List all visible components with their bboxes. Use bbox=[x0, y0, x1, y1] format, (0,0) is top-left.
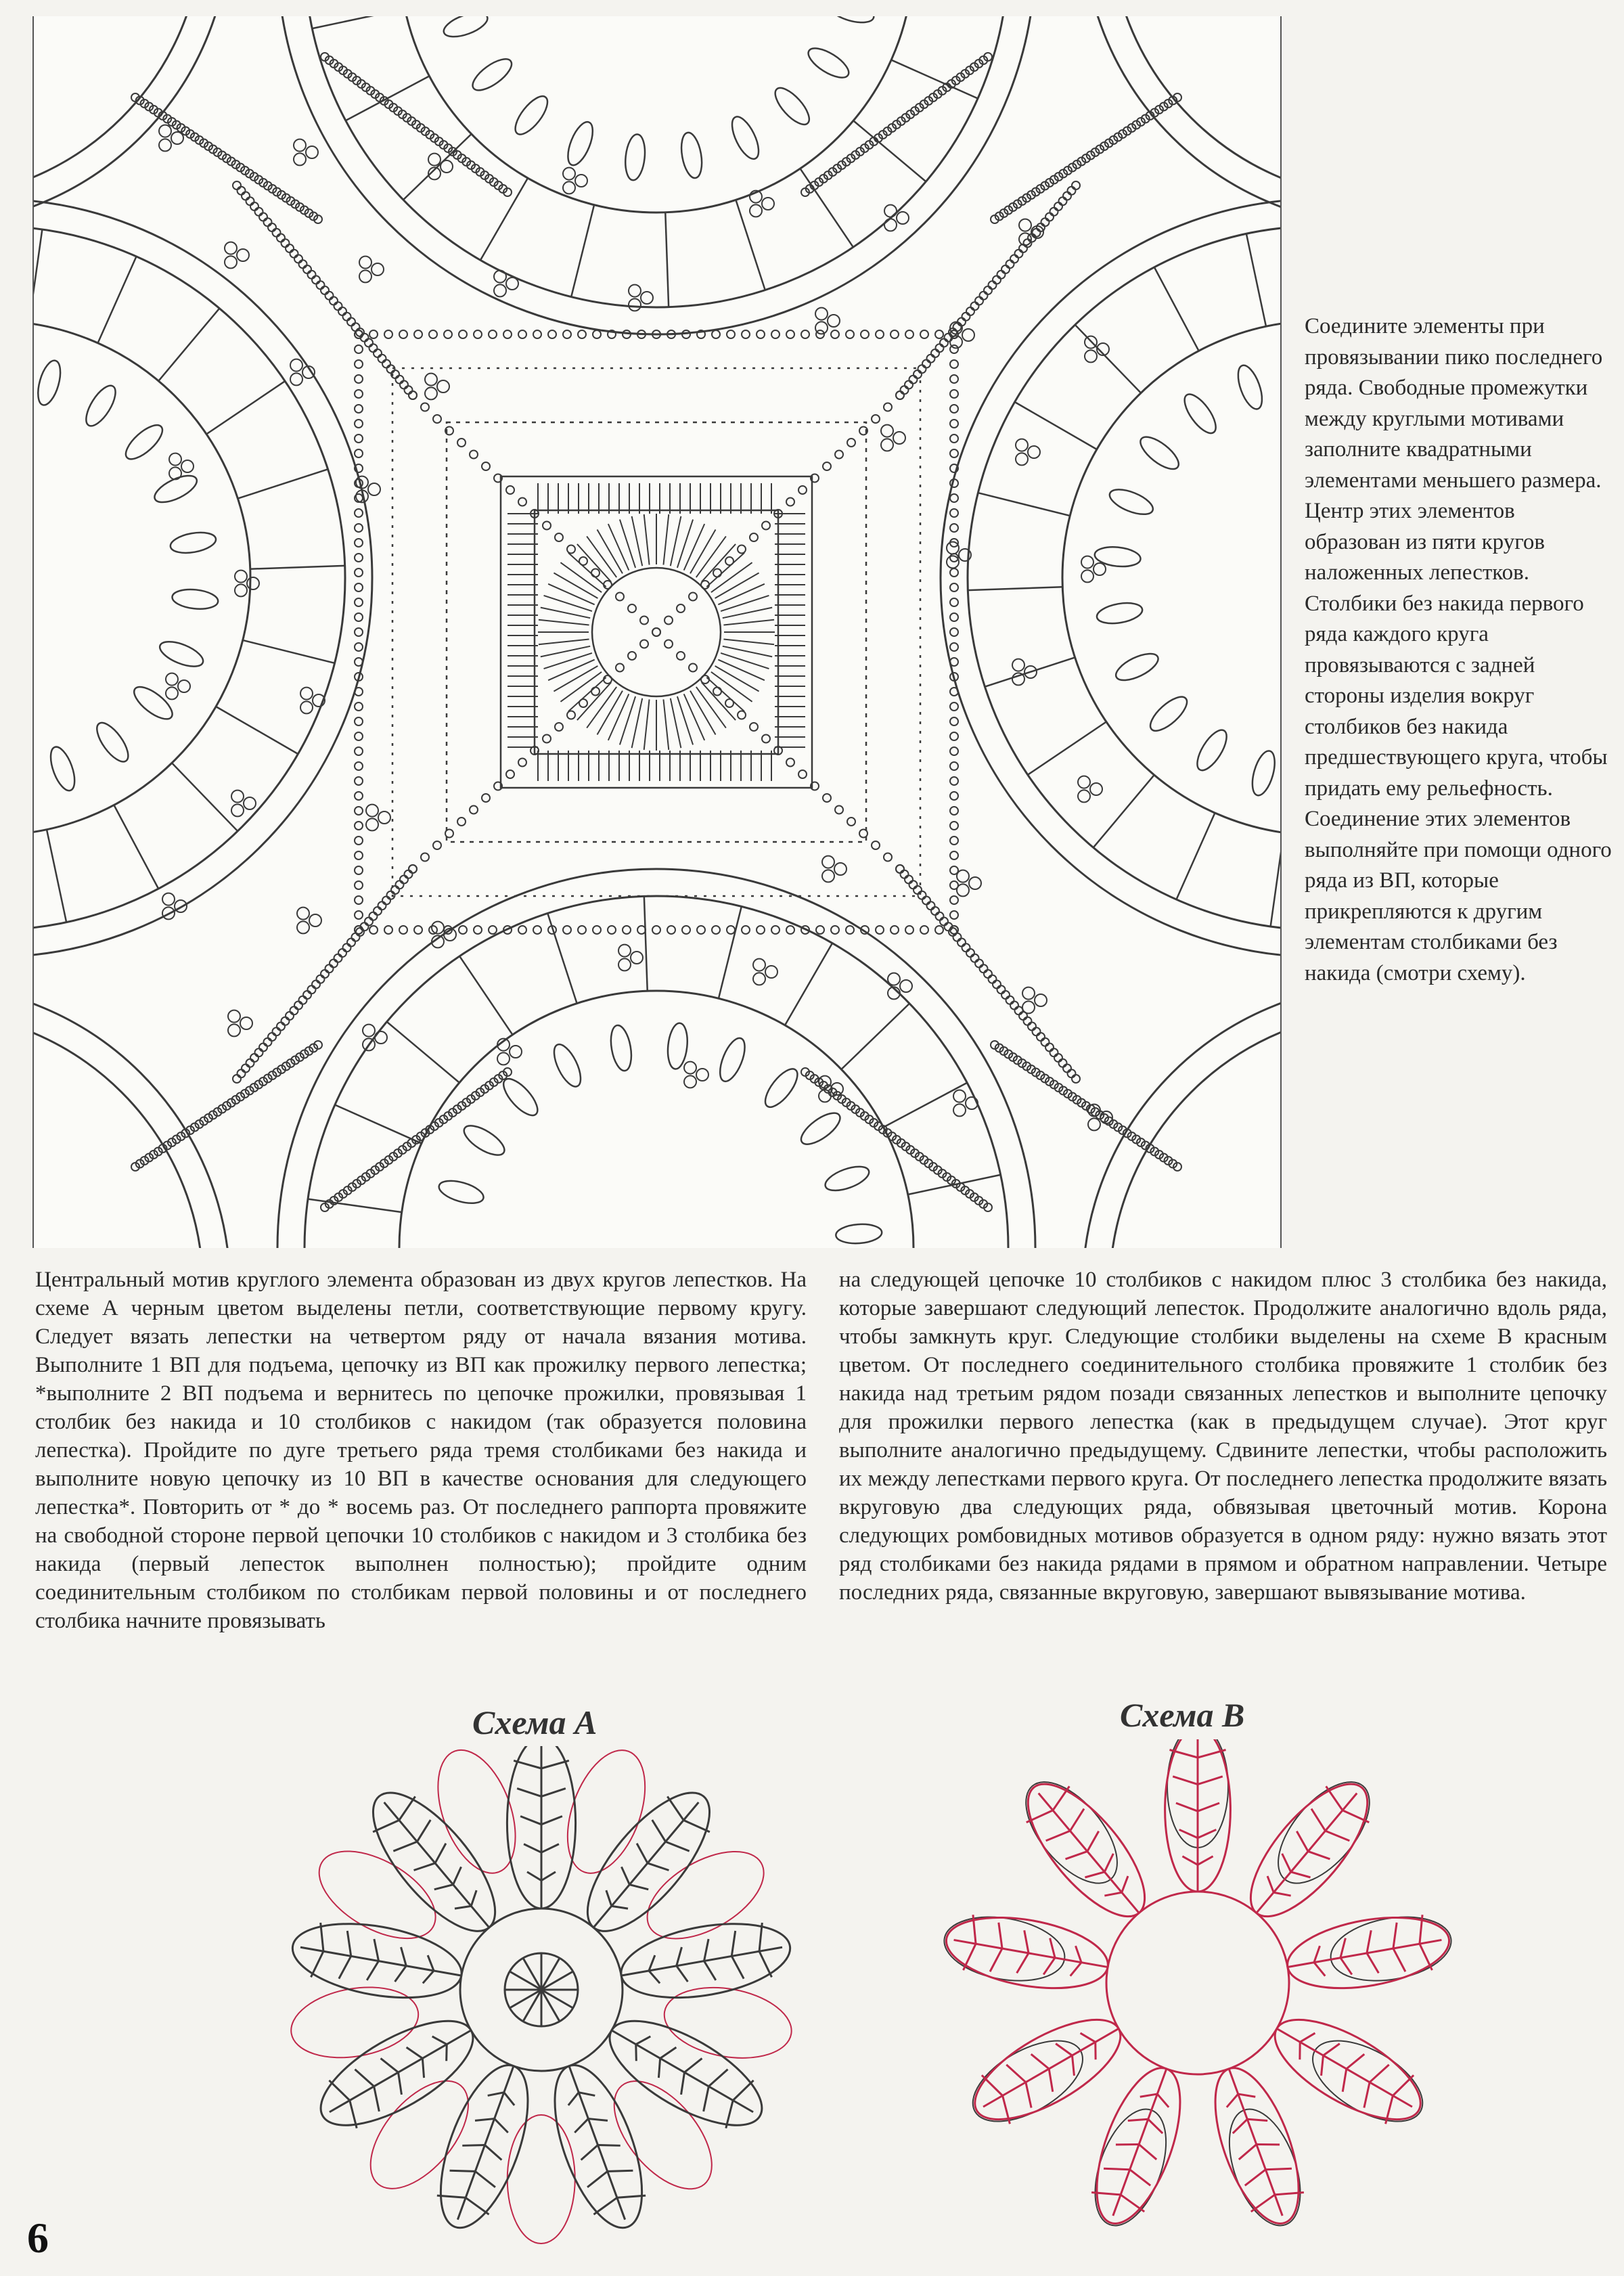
side-instructions: Соедините элементы при провязывании пико последнего ряда. Свободные промежутки между круглыми мотивами заполните квадратными элементами меньшего размера. Центр этих элементов образован из пяти кругов наложенных лепестков. Столбики без накида первого ряда каждого круга провязываются с задней стороны изделия вокруг столбиков без накида предшествующего круга, чтобы придать ему рельефность. Соединение этих элементов выполняйте при помощи одного ряда из ВП, которые прикрепляются к другим элементам столбиками без накида (смотри схему). bbox=[1305, 314, 1612, 985]
instructions-column-left: Центральный мотив круглого элемента образован из двух кругов лепестков. На схеме А черным цветом выделены петли, соответствующие первому кругу. Следует вязать лепестки на четвертом ряду от начала вязания мотива. Выполните 1 ВП для подъема, цепочку из ВП как прожилку первого лепестка; *выполните 2 ВП подъема и вернитесь по цепочке прожилки, провязывая 1 столбик без накида и 10 столбиков с накидом (так образуется половина лепестка). Пройдите по дуге третьего ряда тремя столбиками без накида и выполните новую цепочку из 10 ВП в качестве основания для следующего лепестка*. Повторить от * до * восемь раз. От последнего раппорта провяжите на свободной стороне первой цепочки 10 столбиков с накидом и 3 столбика без накида (первый лепесток выполнен полностью); пройдите одним соединительным столбиком по столбикам первой половины и от последнего столбика начните провязывать bbox=[35, 1268, 807, 1633]
scheme-b-diagram bbox=[927, 1739, 1468, 2240]
instructions-column-right: на следующей цепочке 10 столбиков с накидом плюс 3 столбика без накида, которые завершают следующий лепесток. Продолжите аналогично вдоль ряда, чтобы замкнуть круг. Следующие столбики выделены на схеме В красным цветом. От последнего соединительного столбика провяжите 1 столбик без накида над третьим рядом позади связанных лепестков и выполните цепочку для прожилки первого лепестка (как в предыдущем случае). Этот круг выполните аналогично предыдущему. Сдвините лепестки, чтобы расположить их между лепестками первого круга. От последнего лепестка продолжите вязать вкруговую два следующих ряда, обвязывая цветочный мотив. Корона следующих ромбовидных мотивов образуется в одном ряду: нужно вязать этот ряд столбиками без накида рядами в прямом и обратном направлении. Четыре последних ряда, связанные вкруговую, завершают вывязывание мотива. bbox=[839, 1268, 1607, 1605]
scheme-b-title: Схема В bbox=[1120, 1696, 1245, 1734]
main-crochet-diagram bbox=[32, 16, 1282, 1248]
page-number: 6 bbox=[27, 2214, 49, 2262]
scheme-a-diagram bbox=[271, 1746, 812, 2247]
scheme-a-title: Схема А bbox=[472, 1703, 597, 1741]
